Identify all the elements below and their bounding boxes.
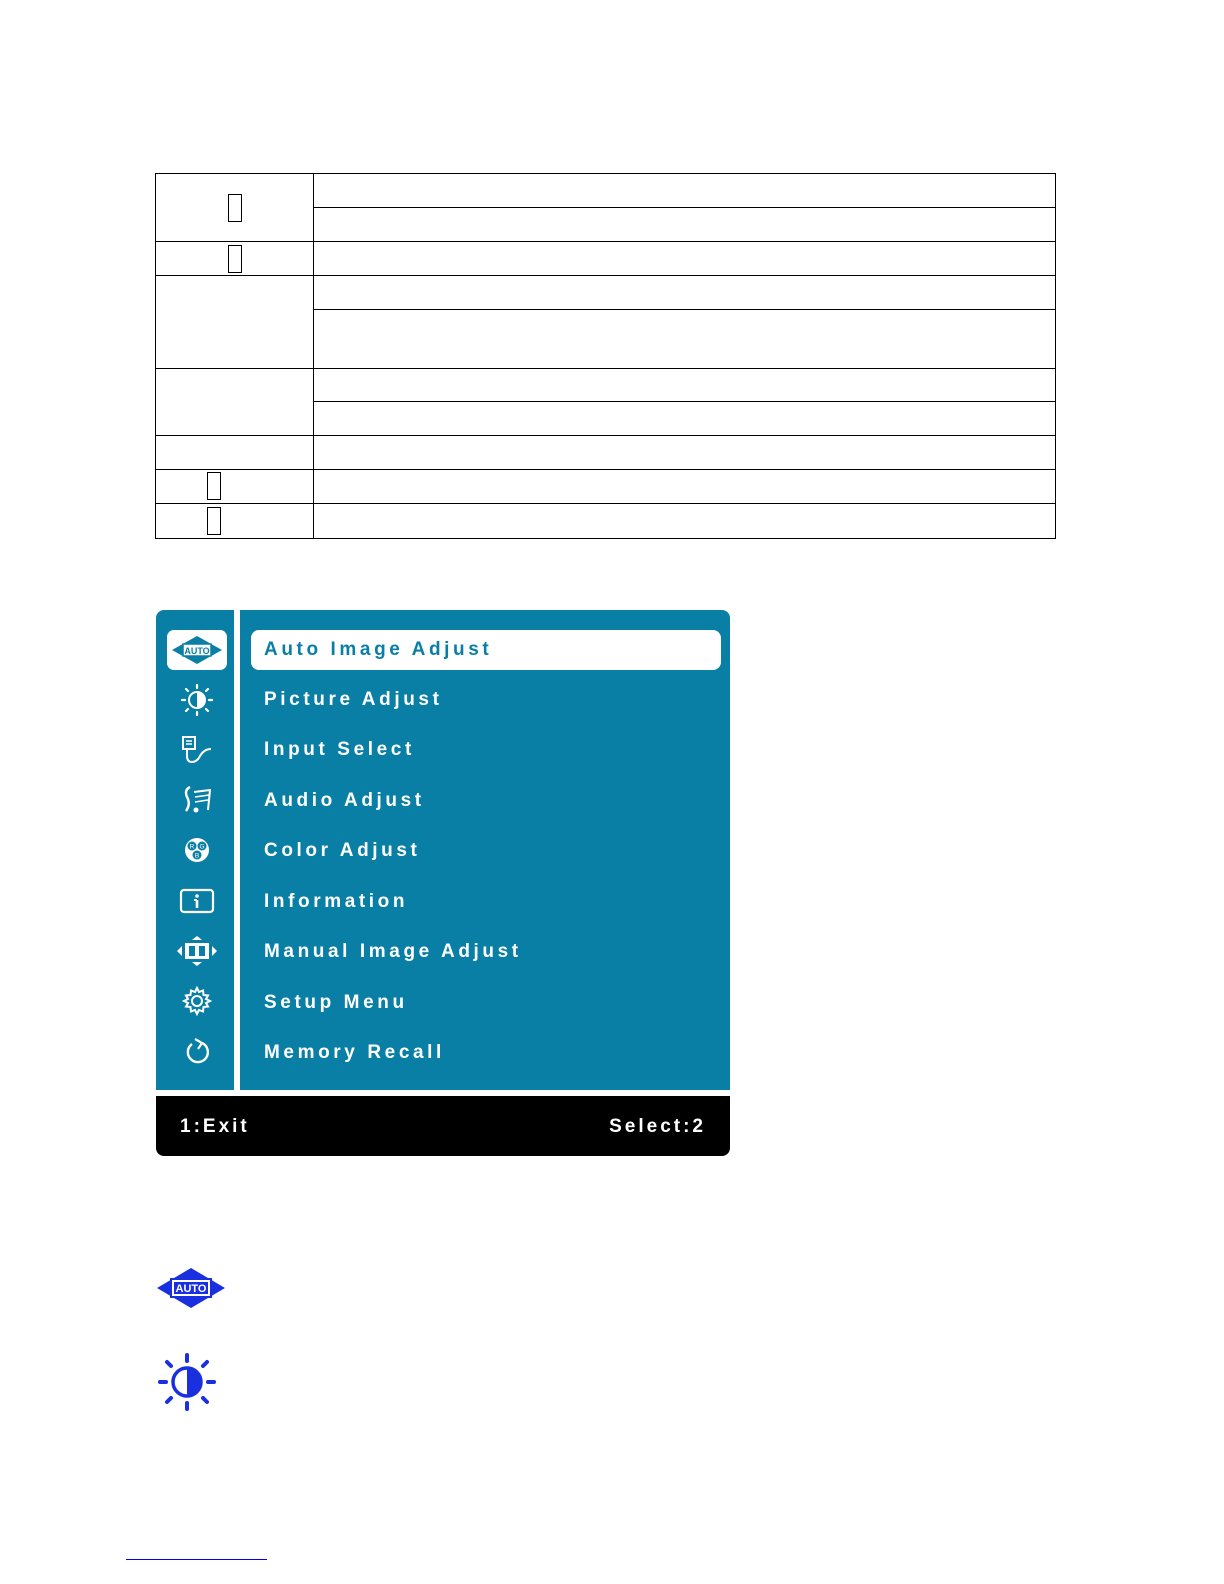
menu-item-picture-adjust[interactable] <box>251 680 721 720</box>
manual-image-icon <box>176 935 218 967</box>
input-select-icon <box>179 734 215 766</box>
key-glyph-icon <box>207 472 221 500</box>
menu-item-label: Auto Image Adjust <box>264 639 493 660</box>
menu-item-label: Picture Adjust <box>264 689 443 710</box>
desc-cell <box>314 503 1056 538</box>
menu-item-input-select[interactable] <box>251 730 721 770</box>
desc-cell <box>314 469 1056 503</box>
key-cell <box>156 435 314 469</box>
desc-cell <box>314 242 1056 276</box>
menu-item-auto-image-adjust[interactable] <box>251 630 721 670</box>
menu-item-color-adjust[interactable] <box>251 831 721 871</box>
menu-item-manual-image-adjust[interactable] <box>251 932 721 972</box>
info-icon <box>179 887 215 915</box>
key-cell <box>156 174 314 242</box>
svg-text:B: B <box>194 852 200 860</box>
auto-badge-text: AUTO <box>175 1283 207 1295</box>
menu-icon-setup[interactable] <box>167 981 227 1021</box>
menu-item-setup-menu[interactable] <box>251 983 721 1023</box>
brightness-icon <box>181 684 213 716</box>
select-hint: Select:2 <box>609 1116 706 1137</box>
osd-main-menu <box>156 610 730 1156</box>
menu-item-information[interactable] <box>251 882 721 922</box>
auto-badge-text: AUTO <box>184 646 210 656</box>
menu-icon-color[interactable] <box>167 830 227 870</box>
auto-icon <box>171 635 223 665</box>
rgb-color-icon <box>182 835 212 865</box>
menu-icon-picture[interactable] <box>167 680 227 720</box>
desc-cell <box>314 174 1056 208</box>
key-cell <box>156 369 314 435</box>
menu-item-label: Memory Recall <box>264 1042 445 1063</box>
recall-icon <box>182 1037 212 1067</box>
desc-cell <box>314 369 1056 401</box>
menu-item-label: Color Adjust <box>264 840 421 861</box>
key-function-table <box>155 173 1056 539</box>
key-cell <box>156 469 314 503</box>
menu-item-audio-adjust[interactable] <box>251 781 721 821</box>
menu-icon-recall[interactable] <box>167 1032 227 1072</box>
menu-item-label: Audio Adjust <box>264 790 425 811</box>
exit-hint: 1:Exit <box>180 1116 250 1137</box>
audio-icon <box>180 784 214 816</box>
key-glyph-icon <box>228 245 242 273</box>
key-glyph-icon <box>207 507 221 535</box>
menu-icon-auto[interactable] <box>167 630 227 670</box>
key-cell <box>156 276 314 369</box>
osd-footer <box>156 1096 730 1156</box>
menu-item-label: Input Select <box>264 739 415 760</box>
gear-icon <box>182 986 212 1016</box>
svg-text:G: G <box>199 843 205 851</box>
menu-icon-input[interactable] <box>167 730 227 770</box>
desc-cell <box>314 435 1056 469</box>
key-cell <box>156 503 314 538</box>
brightness-icon <box>158 1353 216 1411</box>
menu-item-memory-recall[interactable] <box>251 1033 721 1073</box>
menu-icon-manual-image[interactable] <box>167 931 227 971</box>
menu-item-label: Information <box>264 891 409 912</box>
footnote-rule <box>126 1559 267 1560</box>
svg-text:R: R <box>189 843 195 851</box>
desc-cell <box>314 208 1056 242</box>
menu-icon-information[interactable] <box>167 881 227 921</box>
key-glyph-icon <box>228 194 242 222</box>
key-cell <box>156 242 314 276</box>
desc-cell <box>314 276 1056 310</box>
menu-icon-audio[interactable] <box>167 780 227 820</box>
menu-item-label: Manual Image Adjust <box>264 941 522 962</box>
auto-icon <box>155 1266 227 1310</box>
osd-divider <box>234 610 240 1090</box>
desc-cell <box>314 310 1056 369</box>
desc-cell <box>314 401 1056 435</box>
menu-item-label: Setup Menu <box>264 992 408 1013</box>
